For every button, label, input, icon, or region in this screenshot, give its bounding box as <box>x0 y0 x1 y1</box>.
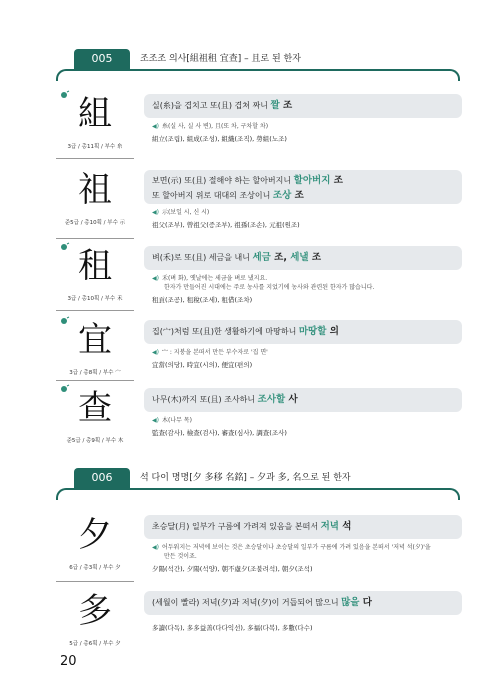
hanja-meta: 준5급 / 총9획 / 부수 木 <box>66 438 124 444</box>
divider <box>56 380 134 381</box>
example-words: 宜當(의당), 時宜(시의), 便宜(편의) <box>152 361 253 369</box>
speaker-icon: ◀) <box>152 123 159 130</box>
speaker-icon: ◀) <box>152 209 159 216</box>
hanja-meta: 3급 / 총8획 / 부수 宀 <box>69 370 121 376</box>
note-text: ◀) 宀 : 지붕을 본떠서 만든 부수자로 '집 면' <box>152 349 268 356</box>
example-words: 祖父(조부), 曾祖父(증조부), 祖孫(조손), 元祖(원조) <box>152 221 300 229</box>
audio-mark-icon <box>60 242 70 252</box>
hanja-character: 租 <box>78 246 112 286</box>
hanja-character: 組 <box>78 94 112 134</box>
note-text: ◀) 禾(벼 화), 옛날에는 세금을 벼로 냈지요. 한자가 만들어진 시대에는 주로 농사를 지었기에 농사와 관련된 한자가 많습니다. <box>152 275 375 291</box>
note-text: ◀) 어두워지는 저녁에 보이는 것은 초승달이나 초승달의 일부가 구름에 가려 있음을 본떠서 '저녁 석(夕)'을 만든 것이죠. <box>152 544 431 560</box>
audio-mark-icon <box>60 384 70 394</box>
hanja-meta: 준5급 / 총10획 / 부수 示 <box>64 220 126 226</box>
example-words: 夕陽(석간), 夕陽(석양), 朝不慮夕(조불려석), 朝夕(조석) <box>152 565 313 573</box>
speaker-icon: ◀) <box>152 544 159 551</box>
mnemonic-box: 집(宀)처럼 또(且)한 생활하기에 마땅하니 마땅할 의 <box>144 320 462 344</box>
mnemonic-box: (세월이 빨라) 저녁(夕)과 저녁(夕)이 거듭되어 많으니 많을 다 <box>144 591 462 615</box>
hanja-meta: 3급 / 총10획 / 부수 禾 <box>67 296 123 302</box>
mnemonic-box: 실(糸)을 겹치고 또(且) 겹쳐 짜니 짤 조 <box>144 94 462 118</box>
hanja-character: 祖 <box>78 170 112 210</box>
section-number: 006 <box>74 468 130 488</box>
mnemonic-box: 벼(禾)로 또(且) 세금을 내니 세금 조, 세낼 조 <box>144 246 462 270</box>
hanja-meta: 6급 / 총3획 / 부수 夕 <box>69 565 121 571</box>
divider <box>56 158 134 159</box>
note-text: ◀) 示(보일 시, 신 시) <box>152 209 210 216</box>
note-text: ◀) 木(나무 목) <box>152 417 192 424</box>
section-header-005 <box>56 49 460 71</box>
divider <box>56 238 134 239</box>
mnemonic-box: 보면(示) 또(且) 절해야 하는 할아버지니 할아버지 조 또 할아버지 위로 대대의 조상이니 조상 조 <box>144 170 462 204</box>
hanja-character: 夕 <box>78 515 112 555</box>
mnemonic-box: 나무(木)까지 또(且) 조사하니 조사할 사 <box>144 388 462 412</box>
note-text: ◀) 糸(실 사, 실 사 변), 且(또 차, 구차할 차) <box>152 123 269 130</box>
hanja-character: 多 <box>78 591 112 631</box>
speaker-icon: ◀) <box>152 275 159 282</box>
example-words: 監查(감사), 檢查(검사), 審查(심사), 調查(조사) <box>152 429 287 437</box>
example-words: 組立(조립), 組成(조성), 組織(조직), 勞組(노조) <box>152 135 287 143</box>
divider <box>56 310 134 311</box>
section-number: 005 <box>74 49 130 69</box>
example-words: 租貢(조공), 租稅(조세), 租借(조차) <box>152 296 253 304</box>
section-header-006 <box>56 468 460 490</box>
audio-mark-icon <box>60 316 70 326</box>
hanja-meta: 3급 / 총11획 / 부수 糸 <box>67 144 123 150</box>
hanja-character: 查 <box>78 388 112 428</box>
section-frame <box>56 488 460 500</box>
section-title: 석 다이 명명[夕 多移 名銘] – 夕과 多, 名으로 된 한자 <box>140 473 351 483</box>
example-words: 多讀(다독), 多多益善(다다익선), 多福(다복), 多數(다수) <box>152 624 313 632</box>
hanja-meta: 5급 / 총6획 / 부수 夕 <box>69 641 121 647</box>
section-title: 조조조 의사[組祖租 宜查] – 且로 된 한자 <box>140 54 301 64</box>
divider <box>56 581 134 582</box>
audio-mark-icon <box>60 90 70 100</box>
speaker-icon: ◀) <box>152 417 159 424</box>
mnemonic-box: 초승달(月) 일부가 구름에 가려져 있음을 본떠서 저녁 석 <box>144 515 462 539</box>
speaker-icon: ◀) <box>152 349 159 356</box>
page-number: 20 <box>60 654 77 669</box>
section-frame <box>56 69 460 81</box>
hanja-character: 宜 <box>78 320 112 360</box>
